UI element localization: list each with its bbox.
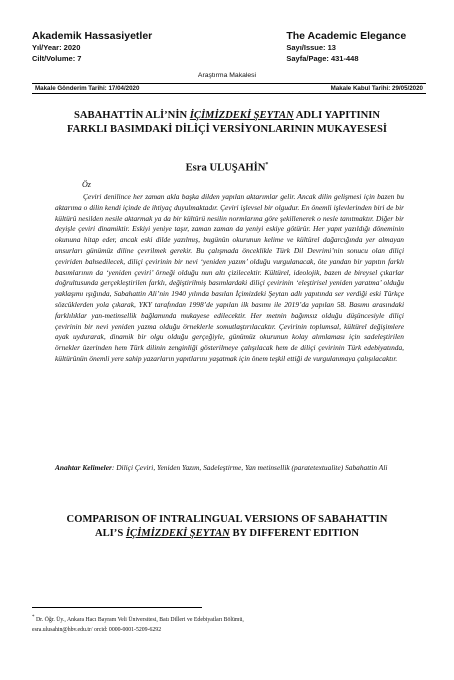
title-tr-part-c: ADLI YAPITININ FARKLI BASIMDAKİ DİLİÇİ VERSİYONLARININ MUKAYESESİ — [66, 110, 388, 135]
keywords-block: Anahtar Kelimeler: Diliçi Çeviri, Yeniden Yazım, Sadeleştirme, Yan metinsellik (paratetextualite) Sabahattin Ali — [55, 463, 388, 472]
footnote-mark: * — [32, 615, 35, 620]
article-type: Araştırma Makalesi — [197, 72, 257, 79]
journal-name-tr: Akademik Hassasiyetler — [32, 30, 153, 42]
dates-band — [32, 83, 426, 94]
accepted-date: Makale Kabul Tarihi: 29/05/2020 — [330, 85, 423, 92]
article-title-tr — [60, 109, 394, 137]
title-en-part-a: COMPARISON OF INTRALINGUAL VERSIONS OF SABAHATTIN ALI’S — [66, 514, 388, 539]
title-tr-part-a: SABAHATTİN ALİ’NİN — [73, 110, 190, 121]
article-title-en — [60, 513, 394, 541]
keywords-text: Diliçi Çeviri, Yeniden Yazım, Sadeleştirme, Yan metinsellik (paratetextualite) Sabahattin Ali — [116, 463, 388, 472]
footnote — [32, 613, 392, 635]
footnote-divider — [32, 607, 202, 608]
abstract-heading: Öz — [82, 180, 91, 189]
volume-label: Cilt/Volume: 7 — [32, 54, 82, 63]
journal-header — [32, 30, 426, 64]
title-tr-book: İÇİMİZDEKİ ŞEYTAN — [189, 110, 294, 121]
keywords-label: Anahtar Kelimeler — [55, 463, 112, 472]
year-label: Yıl/Year: 2020 — [32, 43, 81, 52]
footnote-affiliation: Dr. Öğr. Üy., Ankara Hacı Bayram Veli Üniversitesi, Batı Dilleri ve Edebiyatları Bölümü, — [35, 616, 244, 623]
author-name — [0, 162, 454, 174]
title-en-book: İÇİMİZDEKİ ŞEYTAN — [125, 528, 230, 539]
abstract-text: Çeviri denilince her zaman akla başka dilden yapılan aktarımlar gelir. Ancak dilin gelişmesi için bazen bu aktarıma o dilin kendi içinde de ihtiyaç duyulmaktadır. Çeviri işlevsel bir olgudur. En önemli işlevlerinden biri de bir kültürü nesilden nesile aktarmak ya da bir kültürü nesilin normlarına göre şekillenerek o nesle tanıtmaktır. Diğer bir deyişle çeviri dinamiktir. Eskiyi yeniye taşır, zaman zaman da yeniyi eskiye götürür. Her yapıt yazıldığı döneminin okununa hitap eder, ancak eski dilde yazılmış, bugünün okurunun kelime ve kültürel dağarcığında yer almayan unsurları günümüz diline çevrilmek gerekir. Bu çalışmada önceklikle Türk Dil Devrimi’nin sonucu olan diliçi çeviriden bahsedilecek, diliçi çevirinin bir nevi ‘yeniden yazım’ olduğu vurgulanacak, öte yandan bir yapıtın farklı basımlarının da ‘yeniden çeviri’ örneği olduğu nun altı çizilecektir. Kültürel, ideolojik, bazen de bireysel çıkarlar doğrultusunda gerçekleştirilen farklı, değiştirilmiş basımlardaki diliçi çevirinin ‘eleştirisel yeniden yaratma’ olduğu yaklaşımı ışığında, Sabahattin Ali’nin 1940 yılında basılan İçimizdeki Şeytan adlı yapıtında ser verdiği eski Türkçe sözcüklerden yola çıkarak, YKY tarafından 1998’de yapılan ilk basımı ile 2019’da yapılan 58. Basımı arasındaki farklılıklar yan-metinsellik bağlamında mukayese edilecektir. Her metnin bağımsız olduğu düşüncesiyle diliçi çevirinin bir nevi yeniden yazma olduğu örneklerle somutlaştırılacaktır. Çevirinin toplumsal, kültürel değişimlere ayak uydurarak, dinamik bir olgu olduğu gerçeğiyle, günümüz okurunun kolay alımlaması için sadeleştirilen örnekler üzerinden hem Türk dilinin zenginliği gösterilmeye çalışılacak hem de diliçi çevirinin Türk edebiyatında, kültürünün önemli yere sahip yazarların yapıtlarını yaşatmak için önem teşkil ettiği de vurgulanmaya çalışılacaktır. — [55, 192, 404, 363]
journal-name-en: The Academic Elegance — [286, 30, 407, 42]
issue-label: Sayı/Issue: 13 — [286, 43, 336, 52]
author-footnote-mark: * — [265, 162, 269, 168]
title-en-part-c: BY DIFFERENT EDITION — [229, 528, 360, 539]
footnote-contact: esra.ulusahin@hbv.edu.tr/ orcid: 0000-0001-5209-6292 — [32, 626, 162, 633]
author-text: Esra ULUŞAHİN — [185, 162, 266, 174]
submitted-date: Makale Gönderim Tarihi: 17/04/2020 — [35, 85, 140, 92]
pages-label: Sayfa/Page: 431-448 — [286, 54, 359, 63]
